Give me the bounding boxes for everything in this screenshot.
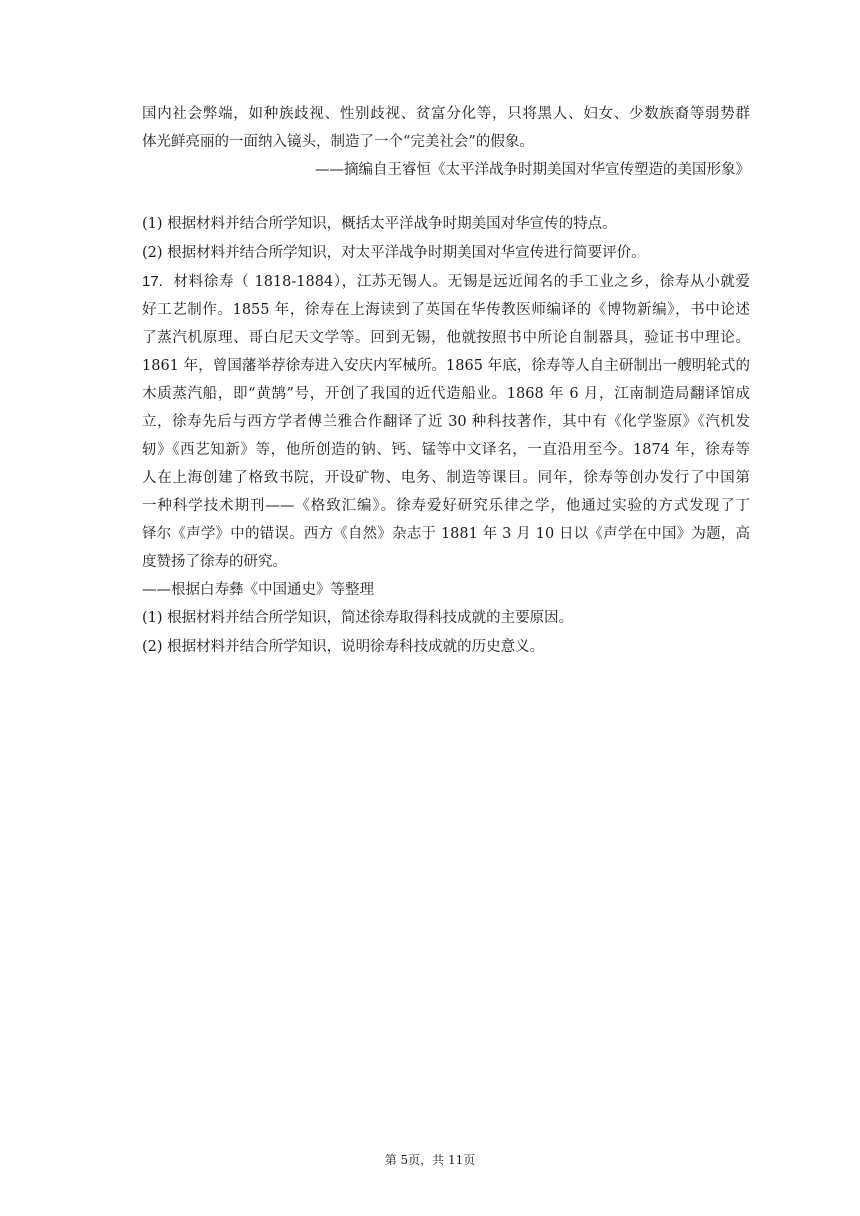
- spacer: [142, 184, 750, 210]
- material-line: 铎尔《声学》中的错误。西方《自然》杂志于 1881 年 3 月 10 日以《声学在中国》为题，高: [142, 526, 750, 542]
- material-line: 1861 年，曾国藩举荐徐寿进入安庆内军械所。1865 年底，徐寿等人自主研制出一艘明轮式的: [142, 358, 750, 374]
- question-17-first-line: [142, 268, 750, 296]
- material-source: ——摘编自王睿恒《太平洋战争时期美国对华宣传塑造的美国形象》: [315, 162, 750, 178]
- page-footer: 第 5页，共 11页: [384, 1153, 476, 1167]
- material-line: 木质蒸汽船，即“黄鹄”号，开创了我国的近代造船业。1868 年 6 月，江南制造局翻译馆成: [142, 386, 750, 402]
- material-line: 一种科学技术期刊——《格致汇编》。徐寿爱好研究乐律之学，他通过实验的方式发现了丁: [142, 498, 750, 514]
- material-line: 了蒸汽机原理、哥白尼天文学等。回到无锡，他就按照书中所论自制器具，验证书中理论。: [142, 330, 750, 346]
- material-line: 轫》《西艺知新》等，他所创造的钠、钙、锰等中文译名，一直沿用至今。1874 年，徐寿等: [142, 442, 750, 458]
- question-17-2: (2) 根据材料并结合所学知识，说明徐寿科技成就的历史意义。: [142, 639, 545, 655]
- material-line: 体光鲜亮丽的一面纳入镜头，制造了一个“完美社会”的假象。: [142, 134, 534, 150]
- question-17-1: (1) 根据材料并结合所学知识，简述徐寿取得科技成就的主要原因。: [142, 610, 574, 626]
- material-line: 人在上海创建了格致书院，开设矿物、电务、制造等课目。同年，徐寿等创办发行了中国第: [142, 470, 750, 486]
- question-17-number: 17.: [142, 273, 163, 290]
- material-line: 度赞扬了徐寿的研究。: [142, 554, 287, 570]
- page-content: [142, 100, 750, 662]
- material-source: ——根据白寿彝《中国通史》等整理: [142, 582, 374, 598]
- material-line: 国内社会弊端，如种族歧视、性别歧视、贫富分化等，只将黑人、妇女、少数族裔等弱势群: [142, 106, 750, 122]
- material-line: 好工艺制作。1855 年，徐寿在上海读到了英国在华传教医师编译的《博物新编》，书中论述: [142, 302, 750, 318]
- question-16-2: (2) 根据材料并结合所学知识，对太平洋战争时期美国对华宣传进行简要评价。: [142, 245, 646, 261]
- material-line: 立，徐寿先后与西方学者傅兰雅合作翻译了近 30 种科技著作，其中有《化学鉴原》《汽机发: [142, 414, 750, 430]
- question-16-1: (1) 根据材料并结合所学知识，概括太平洋战争时期美国对华宣传的特点。: [142, 216, 617, 232]
- question-17-intro: 材料徐寿（ 1818-1884），江苏无锡人。无锡是远近闻名的手工业之乡，徐寿从小就爱: [172, 274, 750, 290]
